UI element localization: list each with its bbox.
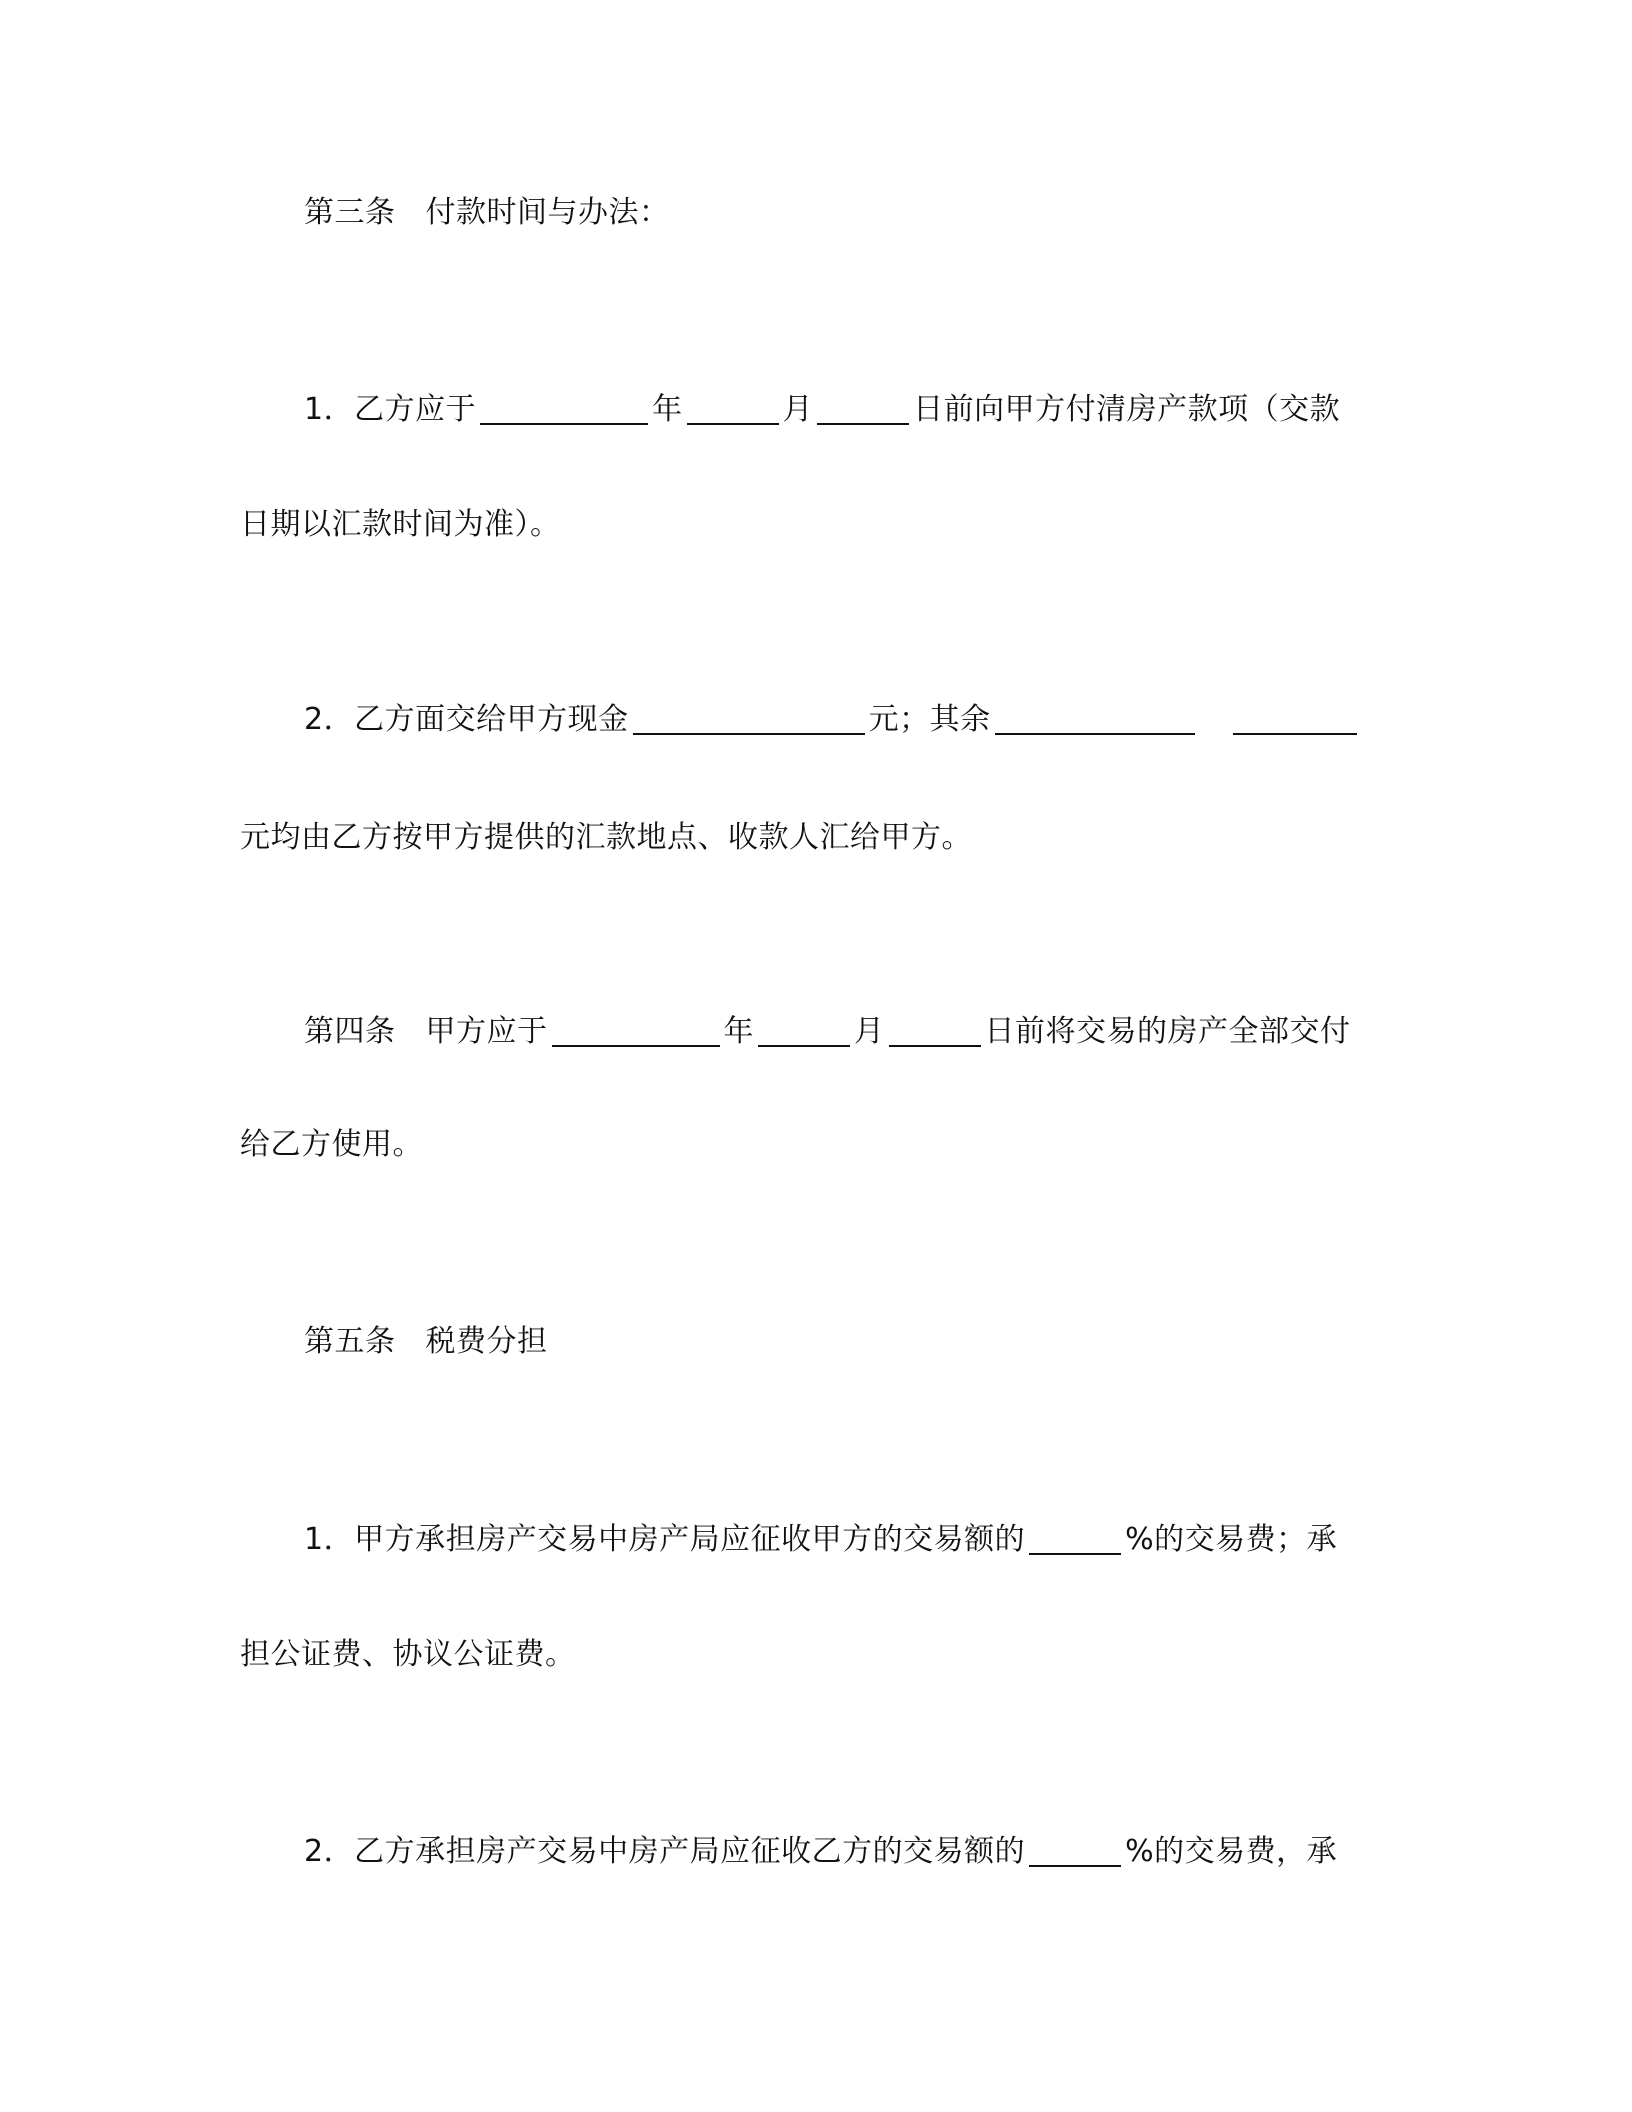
item-5-2-line-1 <box>304 1832 1337 1872</box>
article-3-title: 第三条 <box>304 195 396 230</box>
blank-cash-amount[interactable] <box>633 703 865 735</box>
blank-month[interactable] <box>758 1015 850 1047</box>
article-5-title: 第五条 <box>304 1324 396 1359</box>
item-5-2-prefix: 2．乙方承担房产交易中房产局应征收乙方的交易额的 <box>304 1834 1026 1869</box>
item-3-1-line-2: 日期以汇款时间为准）。 <box>240 507 561 542</box>
item-5-1-line-2: 担公证费、协议公证费。 <box>240 1637 576 1672</box>
article-5-heading-text: 税费分担 <box>425 1324 548 1359</box>
item-5-2-suffix: %的交易费，承 <box>1125 1834 1338 1869</box>
article-4-prefix: 甲方应于 <box>425 1014 548 1049</box>
year-label: 年 <box>652 392 683 427</box>
item-5-1-suffix: %的交易费；承 <box>1125 1522 1338 1557</box>
article-4-line-1 <box>304 1012 1351 1052</box>
item-5-1-prefix: 1．甲方承担房产交易中房产局应征收甲方的交易额的 <box>304 1522 1026 1557</box>
item-3-1-line-1 <box>304 390 1340 430</box>
item-3-2-mid: 元；其余 <box>868 702 991 737</box>
month-label: 月 <box>854 1014 885 1049</box>
item-3-2-prefix: 2．乙方面交给甲方现金 <box>304 702 629 737</box>
month-label: 月 <box>782 392 814 427</box>
item-3-2-line-1 <box>304 700 1361 740</box>
item-3-2-line-2: 元均由乙方按甲方提供的汇款地点、收款人汇给甲方。 <box>240 820 972 855</box>
article-4-line-2: 给乙方使用。 <box>240 1127 423 1162</box>
article-4-suffix: 日前将交易的房产全部交付 <box>984 1014 1351 1049</box>
item-3-1-suffix: 日前向甲方付清房产款项（交款 <box>913 392 1341 427</box>
blank-percent-a[interactable] <box>1029 1523 1121 1555</box>
blank-day[interactable] <box>889 1015 981 1047</box>
item-3-1-prefix: 1．乙方应于 <box>304 392 477 427</box>
blank-remaining-amount-1[interactable] <box>995 703 1195 735</box>
article-5-heading <box>304 1322 548 1362</box>
article-3-heading-text: 付款时间与办法： <box>425 195 670 230</box>
blank-year[interactable] <box>552 1015 720 1047</box>
blank-remaining-amount-2[interactable] <box>1233 703 1357 735</box>
blank-day[interactable] <box>817 393 909 425</box>
article-4-title: 第四条 <box>304 1014 396 1049</box>
item-5-1-line-1 <box>304 1520 1337 1560</box>
article-3-heading <box>304 193 670 233</box>
blank-month[interactable] <box>687 393 779 425</box>
blank-year[interactable] <box>480 393 648 425</box>
year-label: 年 <box>723 1014 754 1049</box>
blank-percent-b[interactable] <box>1029 1835 1121 1867</box>
